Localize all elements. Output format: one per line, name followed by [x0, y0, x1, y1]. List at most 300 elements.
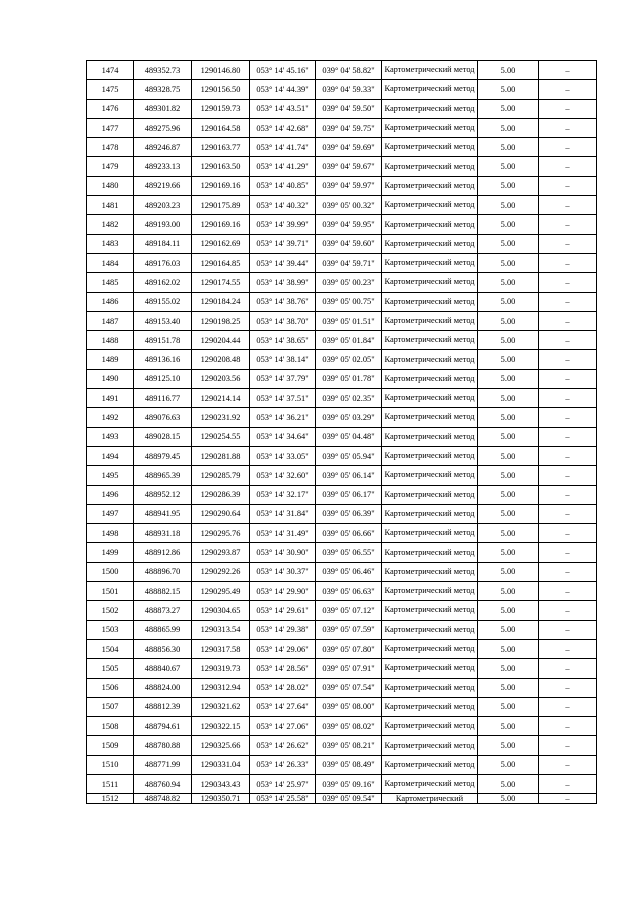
description-cell: –	[539, 659, 597, 678]
point-number-cell: 1489	[87, 350, 134, 369]
longitude-cell: 039° 05' 06.17"	[316, 485, 382, 504]
point-number-cell: 1485	[87, 273, 134, 292]
x-coordinate-cell: 489125.10	[134, 369, 192, 388]
point-number-cell: 1476	[87, 99, 134, 118]
error-cell: 5.00	[478, 234, 539, 253]
point-number-cell: 1508	[87, 717, 134, 736]
x-coordinate-cell: 489275.96	[134, 118, 192, 137]
longitude-cell: 039° 04' 59.97"	[316, 176, 382, 195]
x-coordinate-cell: 489184.11	[134, 234, 192, 253]
error-cell: 5.00	[478, 292, 539, 311]
longitude-cell: 039° 05' 08.21"	[316, 736, 382, 755]
latitude-cell: 053° 14' 36.21"	[250, 408, 316, 427]
description-cell: –	[539, 427, 597, 446]
latitude-cell: 053° 14' 26.33"	[250, 755, 316, 774]
longitude-cell: 039° 04' 59.50"	[316, 99, 382, 118]
latitude-cell: 053° 14' 25.97"	[250, 774, 316, 793]
x-coordinate-cell: 488824.00	[134, 678, 192, 697]
y-coordinate-cell: 1290203.56	[192, 369, 250, 388]
error-cell: 5.00	[478, 311, 539, 330]
latitude-cell: 053° 14' 40.85"	[250, 176, 316, 195]
table-row	[87, 253, 597, 272]
method-cell: Картометрический метод	[382, 620, 478, 639]
longitude-cell: 039° 05' 08.02"	[316, 717, 382, 736]
error-cell: 5.00	[478, 543, 539, 562]
description-cell: –	[539, 292, 597, 311]
description-cell: –	[539, 524, 597, 543]
y-coordinate-cell: 1290175.89	[192, 196, 250, 215]
latitude-cell: 053° 14' 32.60"	[250, 466, 316, 485]
description-cell: –	[539, 601, 597, 620]
method-cell: Картометрический метод	[382, 543, 478, 562]
x-coordinate-cell: 488794.61	[134, 717, 192, 736]
longitude-cell: 039° 05' 06.63"	[316, 582, 382, 601]
description-cell: –	[539, 446, 597, 465]
x-coordinate-cell: 488812.39	[134, 697, 192, 716]
point-number-cell: 1475	[87, 80, 134, 99]
table-row	[87, 196, 597, 215]
table-row	[87, 138, 597, 157]
description-cell: –	[539, 61, 597, 80]
x-coordinate-cell: 488912.86	[134, 543, 192, 562]
x-coordinate-cell: 488780.88	[134, 736, 192, 755]
description-cell: –	[539, 311, 597, 330]
point-number-cell: 1498	[87, 524, 134, 543]
x-coordinate-cell: 489328.75	[134, 80, 192, 99]
point-number-cell: 1494	[87, 446, 134, 465]
longitude-cell: 039° 05' 08.49"	[316, 755, 382, 774]
y-coordinate-cell: 1290169.16	[192, 176, 250, 195]
point-number-cell: 1504	[87, 639, 134, 658]
y-coordinate-cell: 1290198.25	[192, 311, 250, 330]
x-coordinate-cell: 488840.67	[134, 659, 192, 678]
y-coordinate-cell: 1290164.58	[192, 118, 250, 137]
y-coordinate-cell: 1290208.48	[192, 350, 250, 369]
point-number-cell: 1503	[87, 620, 134, 639]
y-coordinate-cell: 1290290.64	[192, 504, 250, 523]
point-number-cell: 1506	[87, 678, 134, 697]
description-cell: –	[539, 639, 597, 658]
table-row	[87, 794, 597, 804]
description-cell: –	[539, 408, 597, 427]
y-coordinate-cell: 1290343.43	[192, 774, 250, 793]
y-coordinate-cell: 1290317.58	[192, 639, 250, 658]
longitude-cell: 039° 05' 02.35"	[316, 389, 382, 408]
latitude-cell: 053° 14' 37.79"	[250, 369, 316, 388]
method-cell: Картометрический метод	[382, 176, 478, 195]
table-row	[87, 427, 597, 446]
description-cell: –	[539, 118, 597, 137]
method-cell: Картометрический метод	[382, 408, 478, 427]
error-cell: 5.00	[478, 331, 539, 350]
y-coordinate-cell: 1290214.14	[192, 389, 250, 408]
y-coordinate-cell: 1290321.62	[192, 697, 250, 716]
method-cell: Картометрический метод	[382, 697, 478, 716]
longitude-cell: 039° 05' 07.59"	[316, 620, 382, 639]
error-cell: 5.00	[478, 601, 539, 620]
latitude-cell: 053° 14' 44.39"	[250, 80, 316, 99]
table-row	[87, 215, 597, 234]
error-cell: 5.00	[478, 639, 539, 658]
longitude-cell: 039° 05' 09.16"	[316, 774, 382, 793]
x-coordinate-cell: 489151.78	[134, 331, 192, 350]
point-number-cell: 1495	[87, 466, 134, 485]
y-coordinate-cell: 1290295.49	[192, 582, 250, 601]
description-cell: –	[539, 543, 597, 562]
point-number-cell: 1510	[87, 755, 134, 774]
description-cell: –	[539, 582, 597, 601]
x-coordinate-cell: 488882.15	[134, 582, 192, 601]
table-row	[87, 157, 597, 176]
method-cell: Картометрический метод	[382, 273, 478, 292]
method-cell: Картометрический метод	[382, 678, 478, 697]
table-row	[87, 678, 597, 697]
table-row	[87, 176, 597, 195]
y-coordinate-cell: 1290313.54	[192, 620, 250, 639]
latitude-cell: 053° 14' 40.32"	[250, 196, 316, 215]
table-row	[87, 350, 597, 369]
method-cell: Картометрический метод	[382, 774, 478, 793]
error-cell: 5.00	[478, 755, 539, 774]
point-number-cell: 1511	[87, 774, 134, 793]
description-cell: –	[539, 157, 597, 176]
description-cell: –	[539, 678, 597, 697]
method-cell: Картометрический метод	[382, 311, 478, 330]
description-cell: –	[539, 138, 597, 157]
error-cell: 5.00	[478, 582, 539, 601]
error-cell: 5.00	[478, 273, 539, 292]
y-coordinate-cell: 1290164.85	[192, 253, 250, 272]
error-cell: 5.00	[478, 157, 539, 176]
error-cell: 5.00	[478, 504, 539, 523]
error-cell: 5.00	[478, 215, 539, 234]
longitude-cell: 039° 04' 59.67"	[316, 157, 382, 176]
latitude-cell: 053° 14' 38.99"	[250, 273, 316, 292]
longitude-cell: 039° 05' 06.66"	[316, 524, 382, 543]
y-coordinate-cell: 1290331.04	[192, 755, 250, 774]
method-cell: Картометрический метод	[382, 350, 478, 369]
table-row	[87, 408, 597, 427]
method-cell: Картометрический метод	[382, 157, 478, 176]
x-coordinate-cell: 488931.18	[134, 524, 192, 543]
table-row	[87, 389, 597, 408]
latitude-cell: 053° 14' 39.71"	[250, 234, 316, 253]
x-coordinate-cell: 489155.02	[134, 292, 192, 311]
x-coordinate-cell: 488896.70	[134, 562, 192, 581]
point-number-cell: 1497	[87, 504, 134, 523]
latitude-cell: 053° 14' 32.17"	[250, 485, 316, 504]
longitude-cell: 039° 04' 59.95"	[316, 215, 382, 234]
error-cell: 5.00	[478, 562, 539, 581]
point-number-cell: 1499	[87, 543, 134, 562]
error-cell: 5.00	[478, 80, 539, 99]
method-cell: Картометрический метод	[382, 504, 478, 523]
latitude-cell: 053° 14' 29.90"	[250, 582, 316, 601]
longitude-cell: 039° 05' 05.94"	[316, 446, 382, 465]
y-coordinate-cell: 1290304.65	[192, 601, 250, 620]
x-coordinate-cell: 489076.63	[134, 408, 192, 427]
method-cell: Картометрический метод	[382, 755, 478, 774]
method-cell: Картометрический метод	[382, 138, 478, 157]
longitude-cell: 039° 05' 00.75"	[316, 292, 382, 311]
x-coordinate-cell: 488760.94	[134, 774, 192, 793]
x-coordinate-cell: 489116.77	[134, 389, 192, 408]
point-number-cell: 1505	[87, 659, 134, 678]
latitude-cell: 053° 14' 42.68"	[250, 118, 316, 137]
x-coordinate-cell: 489301.82	[134, 99, 192, 118]
error-cell: 5.00	[478, 659, 539, 678]
longitude-cell: 039° 04' 59.71"	[316, 253, 382, 272]
table-row	[87, 601, 597, 620]
method-cell: Картометрический метод	[382, 99, 478, 118]
y-coordinate-cell: 1290293.87	[192, 543, 250, 562]
description-cell: –	[539, 234, 597, 253]
table-row	[87, 331, 597, 350]
latitude-cell: 053° 14' 38.76"	[250, 292, 316, 311]
table-row	[87, 80, 597, 99]
error-cell: 5.00	[478, 196, 539, 215]
x-coordinate-cell: 489136.16	[134, 350, 192, 369]
x-coordinate-cell: 489203.23	[134, 196, 192, 215]
table-row	[87, 562, 597, 581]
point-number-cell: 1496	[87, 485, 134, 504]
error-cell: 5.00	[478, 99, 539, 118]
longitude-cell: 039° 05' 01.51"	[316, 311, 382, 330]
y-coordinate-cell: 1290285.79	[192, 466, 250, 485]
table-row	[87, 774, 597, 793]
error-cell: 5.00	[478, 736, 539, 755]
point-number-cell: 1477	[87, 118, 134, 137]
description-cell: –	[539, 215, 597, 234]
table-row	[87, 61, 597, 80]
longitude-cell: 039° 04' 59.33"	[316, 80, 382, 99]
method-cell: Картометрический метод	[382, 736, 478, 755]
table-row	[87, 273, 597, 292]
error-cell: 5.00	[478, 794, 539, 804]
error-cell: 5.00	[478, 524, 539, 543]
table-row	[87, 582, 597, 601]
error-cell: 5.00	[478, 697, 539, 716]
latitude-cell: 053° 14' 28.02"	[250, 678, 316, 697]
method-cell: Картометрический метод	[382, 389, 478, 408]
table-row	[87, 99, 597, 118]
method-cell: Картометрический метод	[382, 582, 478, 601]
table-row	[87, 755, 597, 774]
latitude-cell: 053° 14' 31.49"	[250, 524, 316, 543]
longitude-cell: 039° 05' 01.78"	[316, 369, 382, 388]
table-row	[87, 639, 597, 658]
longitude-cell: 039° 05' 06.55"	[316, 543, 382, 562]
description-cell: –	[539, 485, 597, 504]
y-coordinate-cell: 1290286.39	[192, 485, 250, 504]
x-coordinate-cell: 488873.27	[134, 601, 192, 620]
method-cell: Картометрический метод	[382, 485, 478, 504]
point-number-cell: 1509	[87, 736, 134, 755]
x-coordinate-cell: 488771.99	[134, 755, 192, 774]
longitude-cell: 039° 05' 06.39"	[316, 504, 382, 523]
method-cell: Картометрический метод	[382, 446, 478, 465]
y-coordinate-cell: 1290231.92	[192, 408, 250, 427]
latitude-cell: 053° 14' 26.62"	[250, 736, 316, 755]
latitude-cell: 053° 14' 29.06"	[250, 639, 316, 658]
y-coordinate-cell: 1290281.88	[192, 446, 250, 465]
point-number-cell: 1484	[87, 253, 134, 272]
x-coordinate-cell: 489028.15	[134, 427, 192, 446]
longitude-cell: 039° 05' 04.48"	[316, 427, 382, 446]
table-row	[87, 659, 597, 678]
description-cell: –	[539, 253, 597, 272]
description-cell: –	[539, 176, 597, 195]
x-coordinate-cell: 489153.40	[134, 311, 192, 330]
y-coordinate-cell: 1290350.71	[192, 794, 250, 804]
longitude-cell: 039° 05' 01.84"	[316, 331, 382, 350]
x-coordinate-cell: 488965.39	[134, 466, 192, 485]
x-coordinate-cell: 489246.87	[134, 138, 192, 157]
point-number-cell: 1501	[87, 582, 134, 601]
table-row	[87, 697, 597, 716]
latitude-cell: 053° 14' 39.44"	[250, 253, 316, 272]
error-cell: 5.00	[478, 61, 539, 80]
point-number-cell: 1480	[87, 176, 134, 195]
description-cell: –	[539, 331, 597, 350]
method-cell: Картометрический метод	[382, 427, 478, 446]
error-cell: 5.00	[478, 466, 539, 485]
latitude-cell: 053° 14' 25.58"	[250, 794, 316, 804]
description-cell: –	[539, 755, 597, 774]
point-number-cell: 1488	[87, 331, 134, 350]
method-cell: Картометрический метод	[382, 562, 478, 581]
longitude-cell: 039° 05' 02.05"	[316, 350, 382, 369]
method-cell: Картометрический метод	[382, 61, 478, 80]
error-cell: 5.00	[478, 369, 539, 388]
latitude-cell: 053° 14' 27.64"	[250, 697, 316, 716]
point-number-cell: 1490	[87, 369, 134, 388]
description-cell: –	[539, 80, 597, 99]
x-coordinate-cell: 489352.73	[134, 61, 192, 80]
latitude-cell: 053° 14' 28.56"	[250, 659, 316, 678]
error-cell: 5.00	[478, 446, 539, 465]
table-row	[87, 717, 597, 736]
table-row	[87, 118, 597, 137]
y-coordinate-cell: 1290292.26	[192, 562, 250, 581]
y-coordinate-cell: 1290322.15	[192, 717, 250, 736]
method-cell: Картометрический метод	[382, 215, 478, 234]
description-cell: –	[539, 736, 597, 755]
latitude-cell: 053° 14' 29.38"	[250, 620, 316, 639]
latitude-cell: 053° 14' 41.29"	[250, 157, 316, 176]
latitude-cell: 053° 14' 37.51"	[250, 389, 316, 408]
x-coordinate-cell: 488865.99	[134, 620, 192, 639]
description-cell: –	[539, 504, 597, 523]
table-row	[87, 736, 597, 755]
point-number-cell: 1483	[87, 234, 134, 253]
longitude-cell: 039° 05' 00.32"	[316, 196, 382, 215]
description-cell: –	[539, 466, 597, 485]
x-coordinate-cell: 489219.66	[134, 176, 192, 195]
table-row	[87, 504, 597, 523]
method-cell: Картометрический метод	[382, 253, 478, 272]
method-cell: Картометрический метод	[382, 292, 478, 311]
error-cell: 5.00	[478, 408, 539, 427]
method-cell: Картометрический	[382, 794, 478, 804]
y-coordinate-cell: 1290325.66	[192, 736, 250, 755]
latitude-cell: 053° 14' 38.14"	[250, 350, 316, 369]
method-cell: Картометрический метод	[382, 524, 478, 543]
table-row	[87, 524, 597, 543]
y-coordinate-cell: 1290163.50	[192, 157, 250, 176]
longitude-cell: 039° 04' 58.82"	[316, 61, 382, 80]
error-cell: 5.00	[478, 176, 539, 195]
y-coordinate-cell: 1290162.69	[192, 234, 250, 253]
point-number-cell: 1482	[87, 215, 134, 234]
latitude-cell: 053° 14' 34.64"	[250, 427, 316, 446]
table-row	[87, 311, 597, 330]
coordinates-table	[86, 60, 597, 804]
description-cell: –	[539, 620, 597, 639]
latitude-cell: 053° 14' 43.51"	[250, 99, 316, 118]
description-cell: –	[539, 562, 597, 581]
table-body	[87, 61, 597, 804]
y-coordinate-cell: 1290156.50	[192, 80, 250, 99]
latitude-cell: 053° 14' 27.06"	[250, 717, 316, 736]
error-cell: 5.00	[478, 138, 539, 157]
error-cell: 5.00	[478, 485, 539, 504]
point-number-cell: 1486	[87, 292, 134, 311]
description-cell: –	[539, 717, 597, 736]
error-cell: 5.00	[478, 118, 539, 137]
table-row	[87, 485, 597, 504]
method-cell: Картометрический метод	[382, 659, 478, 678]
longitude-cell: 039° 04' 59.60"	[316, 234, 382, 253]
point-number-cell: 1500	[87, 562, 134, 581]
error-cell: 5.00	[478, 620, 539, 639]
longitude-cell: 039° 05' 06.46"	[316, 562, 382, 581]
method-cell: Картометрический метод	[382, 331, 478, 350]
method-cell: Картометрический метод	[382, 196, 478, 215]
point-number-cell: 1502	[87, 601, 134, 620]
x-coordinate-cell: 489162.02	[134, 273, 192, 292]
y-coordinate-cell: 1290174.55	[192, 273, 250, 292]
latitude-cell: 053° 14' 38.70"	[250, 311, 316, 330]
y-coordinate-cell: 1290159.73	[192, 99, 250, 118]
y-coordinate-cell: 1290319.73	[192, 659, 250, 678]
table-row	[87, 466, 597, 485]
latitude-cell: 053° 14' 39.99"	[250, 215, 316, 234]
x-coordinate-cell: 489233.13	[134, 157, 192, 176]
table-row	[87, 446, 597, 465]
point-number-cell: 1492	[87, 408, 134, 427]
y-coordinate-cell: 1290169.16	[192, 215, 250, 234]
error-cell: 5.00	[478, 389, 539, 408]
description-cell: –	[539, 697, 597, 716]
method-cell: Картометрический метод	[382, 118, 478, 137]
point-number-cell: 1487	[87, 311, 134, 330]
longitude-cell: 039° 05' 07.54"	[316, 678, 382, 697]
description-cell: –	[539, 350, 597, 369]
y-coordinate-cell: 1290295.76	[192, 524, 250, 543]
longitude-cell: 039° 05' 08.00"	[316, 697, 382, 716]
latitude-cell: 053° 14' 38.65"	[250, 331, 316, 350]
point-number-cell: 1512	[87, 794, 134, 804]
x-coordinate-cell: 488748.82	[134, 794, 192, 804]
description-cell: –	[539, 99, 597, 118]
description-cell: –	[539, 196, 597, 215]
point-number-cell: 1507	[87, 697, 134, 716]
longitude-cell: 039° 04' 59.69"	[316, 138, 382, 157]
description-cell: –	[539, 273, 597, 292]
longitude-cell: 039° 05' 09.54"	[316, 794, 382, 804]
longitude-cell: 039° 05' 07.91"	[316, 659, 382, 678]
